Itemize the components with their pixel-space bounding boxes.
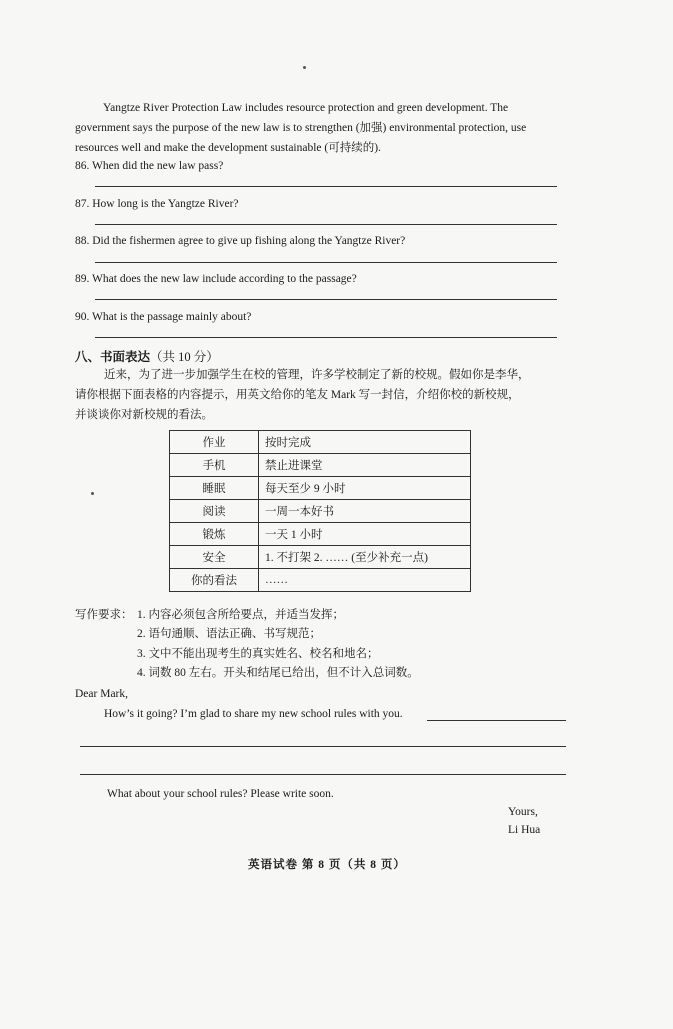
letter-closing: What about your school rules? Please write soon. <box>107 788 334 800</box>
rule-value: 一周一本好书 <box>259 500 471 523</box>
passage-line-3: resources well and make the development sustainable (可持续的). <box>75 142 381 154</box>
requirement-item: 4. 词数 80 左右。开头和结尾已给出，但不计入总词数。 <box>137 667 419 679</box>
rule-key: 作业 <box>170 431 259 454</box>
writing-line[interactable] <box>427 720 566 721</box>
rule-key: 锻炼 <box>170 523 259 546</box>
question-86: 86. When did the new law pass? <box>75 160 224 172</box>
rule-value: 每天至少 9 小时 <box>259 477 471 500</box>
scan-speck <box>91 492 94 495</box>
rule-value: 1. 不打架 2. …… (至少补充一点) <box>259 546 471 569</box>
rule-key: 你的看法 <box>170 569 259 592</box>
rule-value: …… <box>259 569 471 592</box>
rule-value: 禁止进课堂 <box>259 454 471 477</box>
letter-opening: How’s it going? I’m glad to share my new school rules with you. <box>104 708 403 720</box>
rule-value: 一天 1 小时 <box>259 523 471 546</box>
table-row <box>170 569 471 592</box>
writing-line[interactable] <box>80 774 566 775</box>
requirement-item: 3. 文中不能出现考生的真实姓名、校名和地名； <box>137 648 379 660</box>
table-row <box>170 431 471 454</box>
table-row <box>170 500 471 523</box>
question-87: 87. How long is the Yangtze River? <box>75 198 239 210</box>
answer-line-88[interactable] <box>95 262 557 263</box>
section-intro-2: 请你根据下面表格的内容提示，用英文给你的笔友 Mark 写一封信，介绍你校的新校规， <box>75 389 520 401</box>
section-intro-3: 并谈谈你对新校规的看法。 <box>75 409 213 421</box>
rule-key: 睡眠 <box>170 477 259 500</box>
passage-line-1: Yangtze River Protection Law includes resource protection and green development. The <box>103 102 509 114</box>
requirements-label: 写作要求： <box>75 609 133 621</box>
section-intro-1: 近来，为了进一步加强学生在校的管理，许多学校制定了新的校规。假如你是李华， <box>104 369 530 381</box>
scan-speck <box>303 66 306 69</box>
question-89: 89. What does the new law include according to the passage? <box>75 273 357 285</box>
answer-line-86[interactable] <box>95 186 557 187</box>
rule-value: 按时完成 <box>259 431 471 454</box>
letter-greeting: Dear Mark, <box>75 688 129 700</box>
requirement-item: 2. 语句通顺、语法正确、书写规范； <box>137 628 321 640</box>
table-row <box>170 523 471 546</box>
answer-line-87[interactable] <box>95 224 557 225</box>
rule-key: 手机 <box>170 454 259 477</box>
requirement-item: 1. 内容必须包含所给要点，并适当发挥； <box>137 609 344 621</box>
table-row <box>170 454 471 477</box>
letter-signoff: Yours, <box>508 806 538 818</box>
table-row <box>170 477 471 500</box>
page-footer: 英语试卷 第 8 页（共 8 页） <box>248 859 406 871</box>
rule-key: 阅读 <box>170 500 259 523</box>
writing-line[interactable] <box>80 746 566 747</box>
answer-line-89[interactable] <box>95 299 557 300</box>
rule-key: 安全 <box>170 546 259 569</box>
answer-line-90[interactable] <box>95 337 557 338</box>
letter-signature: Li Hua <box>508 824 541 836</box>
section-title: 八、书面表达 <box>75 350 151 364</box>
question-90: 90. What is the passage mainly about? <box>75 311 252 323</box>
question-88: 88. Did the fishermen agree to give up fishing along the Yangtze River? <box>75 235 406 247</box>
section-heading <box>75 347 219 365</box>
passage-line-2: government says the purpose of the new law is to strengthen (加强) environmental protection, use <box>75 122 527 134</box>
section-points: （共 10 分） <box>150 350 219 364</box>
rules-table <box>169 430 471 592</box>
table-row <box>170 546 471 569</box>
